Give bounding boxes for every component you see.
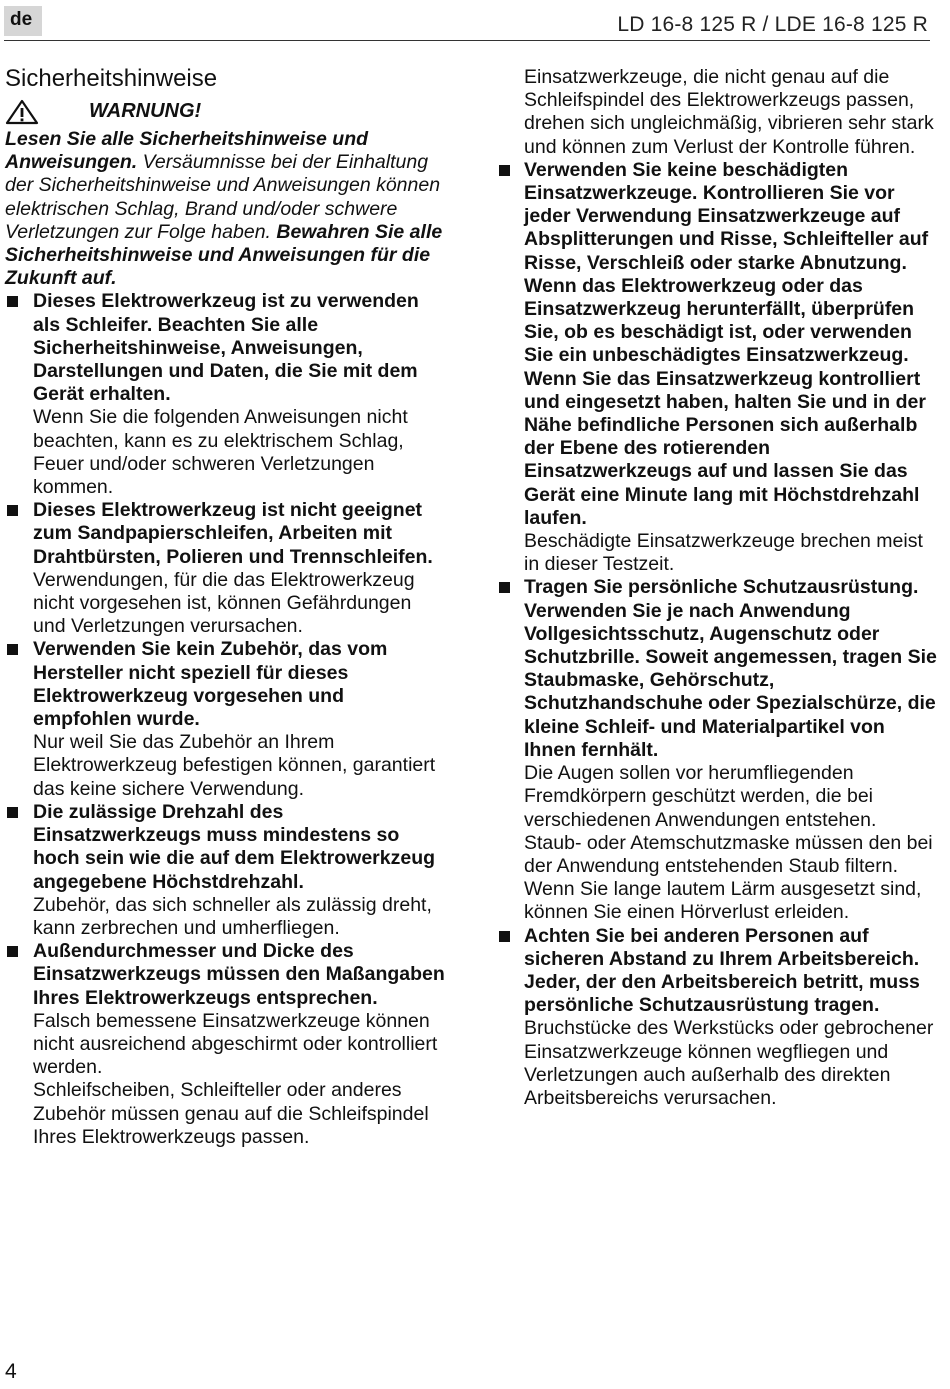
header-divider: [4, 40, 930, 41]
warning-triangle-icon: [5, 99, 39, 125]
right-column: [497, 66, 937, 1110]
item-instruction: Dieses Elektrowerkzeug ist nicht geeignet zum Sandpapierschleifen, Arbeiten mit Drahtbürsten, Polieren und Trennschleifen.: [33, 499, 433, 568]
intro-read-instructions: Lesen Sie alle Sicherheitshinweise und Anweisungen.: [5, 128, 369, 174]
item-explanation: Falsch bemessene Einsatzwerkzeuge können nicht ausreichend abgeschirmt oder kontrolliert werden. Schleifscheiben, Schleifteller oder anderes Zubehör müssen genau auf die Schleifspindel Ihres Elektrowerkzeugs passen.: [33, 1009, 438, 1148]
item-instruction: Tragen Sie persönliche Schutzausrüstung. Verwenden Sie je nach Anwendung Vollgesichtsschutz, Augenschutz oder Schutzbrille. Soweit angemessen, tragen Sie Staubmaske, Gehörschutz, Schutzhandschuhe oder Spezialschürze, die kleine Schleif- und Materialpartikel von Ihnen fernhält.: [524, 576, 937, 761]
item-explanation: Nur weil Sie das Zubehör an Ihrem Elektrowerkzeug befestigen können, garantiert das keine sichere Verwendung.: [33, 731, 436, 800]
item-instruction: Die zulässige Drehzahl des Einsatzwerkzeugs muss mindestens so hoch sein wie die auf dem Elektrowerkzeug angegebene Höchstdrehzahl.: [33, 800, 436, 893]
model-designation: LD 16-8 125 R / LDE 16-8 125 R: [617, 13, 928, 36]
safety-item: [497, 925, 937, 1111]
bullet-square-icon: [499, 165, 510, 176]
intro-consequences: Versäumnisse bei der Einhaltung der Sicherheitshinweise und Anweisungen können elektrischen Schlag, Brand und/oder schwere Verletzungen zur Folge haben.: [5, 151, 441, 243]
warning-heading: [5, 98, 445, 126]
page-number: 4: [5, 1360, 17, 1383]
bullet-square-icon: [499, 931, 510, 942]
safety-item: [5, 499, 445, 638]
item-explanation: Bruchstücke des Werkstücks oder gebrochener Einsatzwerkzeuge können wegfliegen und Verletzungen auch außerhalb des direkten Arbeitsbereichs verursachen.: [524, 1017, 934, 1109]
intro-keep-instructions: Bewahren Sie alle Sicherheitshinweise und Anweisungen für die Zukunft auf.: [5, 220, 443, 290]
safety-item: [497, 576, 937, 924]
item-explanation: Beschädigte Einsatzwerkzeuge brechen meist in dieser Testzeit.: [524, 530, 923, 576]
item-instruction: Achten Sie bei anderen Personen auf sicheren Abstand zu Ihrem Arbeitsbereich. Jeder, der den Arbeitsbereich betritt, muss persönliche Schutzausrüstung tragen.: [524, 924, 920, 1017]
bullet-square-icon: [7, 807, 18, 818]
warning-label: WARNUNG!: [89, 100, 202, 123]
item-instruction: Dieses Elektrowerkzeug ist zu verwenden als Schleifer. Beachten Sie alle Sicherheitshinweise, Anweisungen, Darstellungen und Daten, die Sie mit dem Gerät erhalten.: [33, 290, 419, 406]
safety-item: [5, 940, 445, 1149]
bullet-square-icon: [7, 946, 18, 957]
safety-item: [497, 159, 937, 577]
safety-intro: [5, 128, 445, 290]
safety-item: [5, 638, 445, 800]
bullet-square-icon: [499, 582, 510, 593]
language-tab: de: [4, 6, 42, 36]
bullet-square-icon: [7, 505, 18, 516]
safety-item: [5, 801, 445, 940]
item-explanation: Zubehör, das sich schneller als zulässig dreht, kann zerbrechen und umherfliegen.: [33, 893, 432, 939]
item-explanation: Verwendungen, für die das Elektrowerkzeug nicht vorgesehen ist, können Gefährdungen und Verletzungen verursachen.: [33, 568, 415, 638]
left-column: [5, 64, 445, 1149]
item-instruction: Außendurchmesser und Dicke des Einsatzwerkzeugs müssen den Maßangaben Ihres Elektrowerkzeugs entsprechen.: [33, 940, 445, 1009]
item-instruction: Verwenden Sie kein Zubehör, das vom Hersteller nicht speziell für dieses Elektrowerkzeug vorgesehen und empfohlen wurde.: [33, 638, 388, 731]
item-explanation: Wenn Sie die folgenden Anweisungen nicht beachten, kann es zu elektrischem Schlag, Feuer und/oder schweren Verletzungen kommen.: [33, 406, 408, 499]
item-instruction: Verwenden Sie keine beschädigten Einsatzwerkzeuge. Kontrollieren Sie vor jeder Verwendung Einsatzwerkzeuge auf Absplitterungen und Risse, Schleifteller auf Risse, Verschleiß oder starke Abnutzung. Wenn das Elektrowerkzeug oder das Einsatzwerkzeug herunterfällt, überprüfen Sie, ob es beschädigt ist, oder verwenden Sie ein unbeschädigtes Einsatzwerkzeug. Wenn Sie das Einsatzwerkzeug kontrolliert und eingesetzt haben, halten Sie und in der Nähe befindliche Personen sich außerhalb der Ebene des rotierenden Einsatzwerkzeugs auf und lassen Sie das Gerät eine Minute lang mit Höchstdrehzahl laufen.: [524, 158, 929, 529]
section-title: Sicherheitshinweise: [5, 65, 218, 92]
safety-item: [5, 290, 445, 499]
item-explanation: Die Augen sollen vor herumfliegenden Fremdkörpern geschützt werden, die bei verschiedenen Anwendungen entstehen. Staub- oder Atemschutzmaske müssen den bei der Anwendung entstehenden Staub filtern. Wenn Sie lange lautem Lärm ausgesetzt sind, können Sie einen Hörverlust erleiden.: [524, 762, 933, 924]
bullet-square-icon: [7, 644, 18, 655]
bullet-square-icon: [7, 296, 18, 307]
continued-text: Einsatzwerkzeuge, die nicht genau auf die Schleifspindel des Elektrowerkzeugs passen, drehen sich ungleichmäßig, vibrieren sehr stark und können zum Verlust der Kontrolle führen.: [524, 66, 934, 158]
